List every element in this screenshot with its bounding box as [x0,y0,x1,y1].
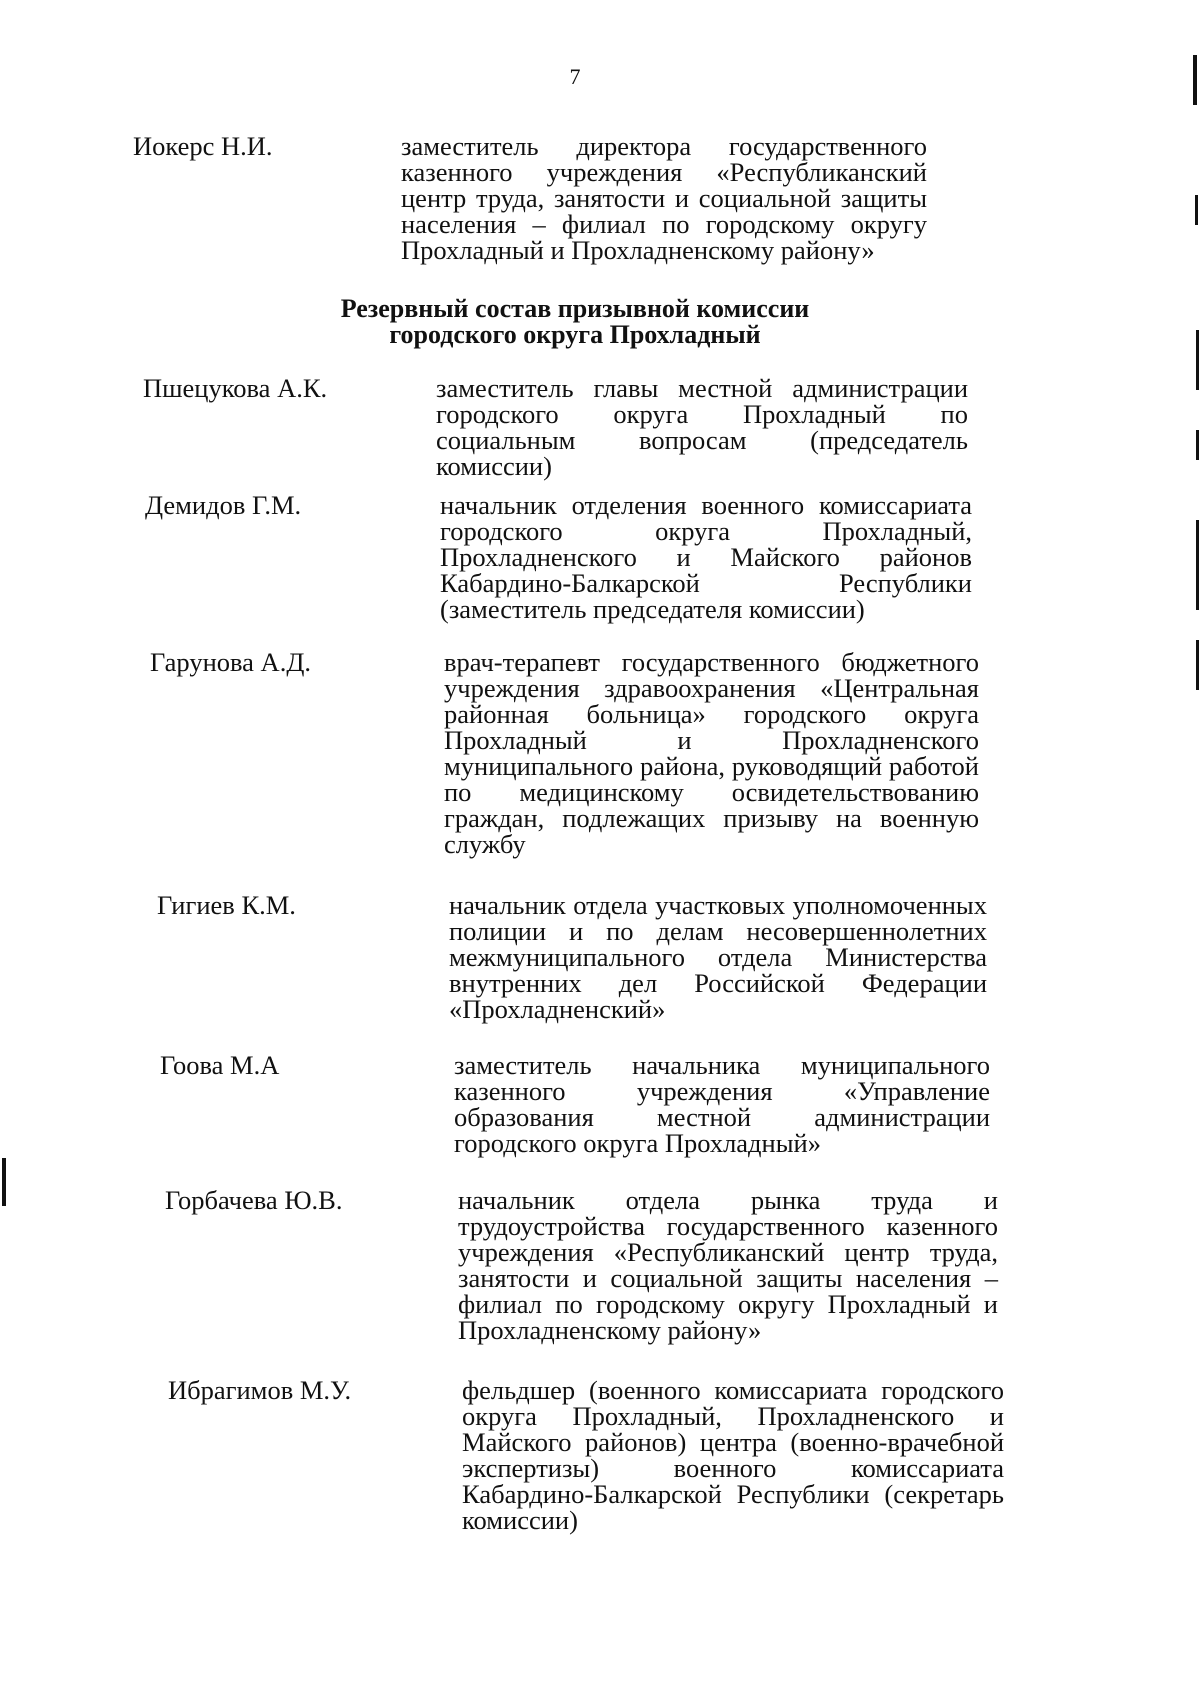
member-name: Демидов Г.М. [145,490,302,520]
member-name: Ибрагимов М.У. [168,1375,352,1405]
scan-mark [2,1158,6,1206]
member-name: Горбачева Ю.В. [165,1185,343,1215]
scan-mark [1196,520,1199,610]
member-name: Гигиев К.М. [157,890,296,920]
member-name: Гоова М.А [160,1050,280,1080]
scan-mark [1196,640,1199,690]
member-name: Пшецукова А.К. [143,373,328,403]
member-role: фельдшер (военного комиссариата городского округа Прохладный, Прохладненского и Майского районов) центра (военно-врачебной экспертизы) военного комиссариата Кабардино-Балкарской Республики (секретарь комиссии) [462,1375,1004,1535]
member-role: врач-терапевт государственного бюджетного учреждения здравоохранения «Центральная районная больница» городского округа Прохладный и Прохладненского муниципального района, руководящий работой по медицинскому освидетельствованию граждан, подлежащих призыву на военную службу [444,647,979,859]
member-role: начальник отдела участковых уполномоченных полиции и по делам несовершеннолетних межмуниципального отдела Министерства внутренних дел Российской Федерации «Прохладненский» [449,890,987,1024]
section-title-line-2: городского округа Прохладный [389,320,761,349]
scan-mark [1196,330,1199,390]
scan-mark [1195,195,1198,225]
section-title [0,296,1150,348]
member-name: Иокерс Н.И. [133,131,273,161]
scan-mark [1196,430,1199,460]
member-role: начальник отдела рынка труда и трудоустройства государственного казенного учреждения «Республиканский центр труда, занятости и социальной защиты населения – филиал по городскому округу Прохладный и Прохладненскому району» [458,1185,998,1345]
member-role: заместитель начальника муниципального казенного учреждения «Управление образования местной администрации городского округа Прохладный» [454,1050,990,1158]
member-name: Гарунова А.Д. [150,647,312,677]
member-role: заместитель главы местной администрации городского округа Прохладный по социальным вопросам (председатель комиссии) [436,373,968,481]
page-number: 7 [569,64,581,89]
scan-mark [1193,55,1197,105]
member-role: начальник отделения военного комиссариата городского округа Прохладный, Прохладненского и Майского районов Кабардино-Балкарской Республики (заместитель председателя комиссии) [440,490,972,624]
section-title-line-1: Резервный состав призывной комиссии [340,294,810,323]
member-role: заместитель директора государственного казенного учреждения «Республиканский центр труда, занятости и социальной защиты населения – филиал по городскому округу Прохладный и Прохладненскому району» [401,131,927,265]
